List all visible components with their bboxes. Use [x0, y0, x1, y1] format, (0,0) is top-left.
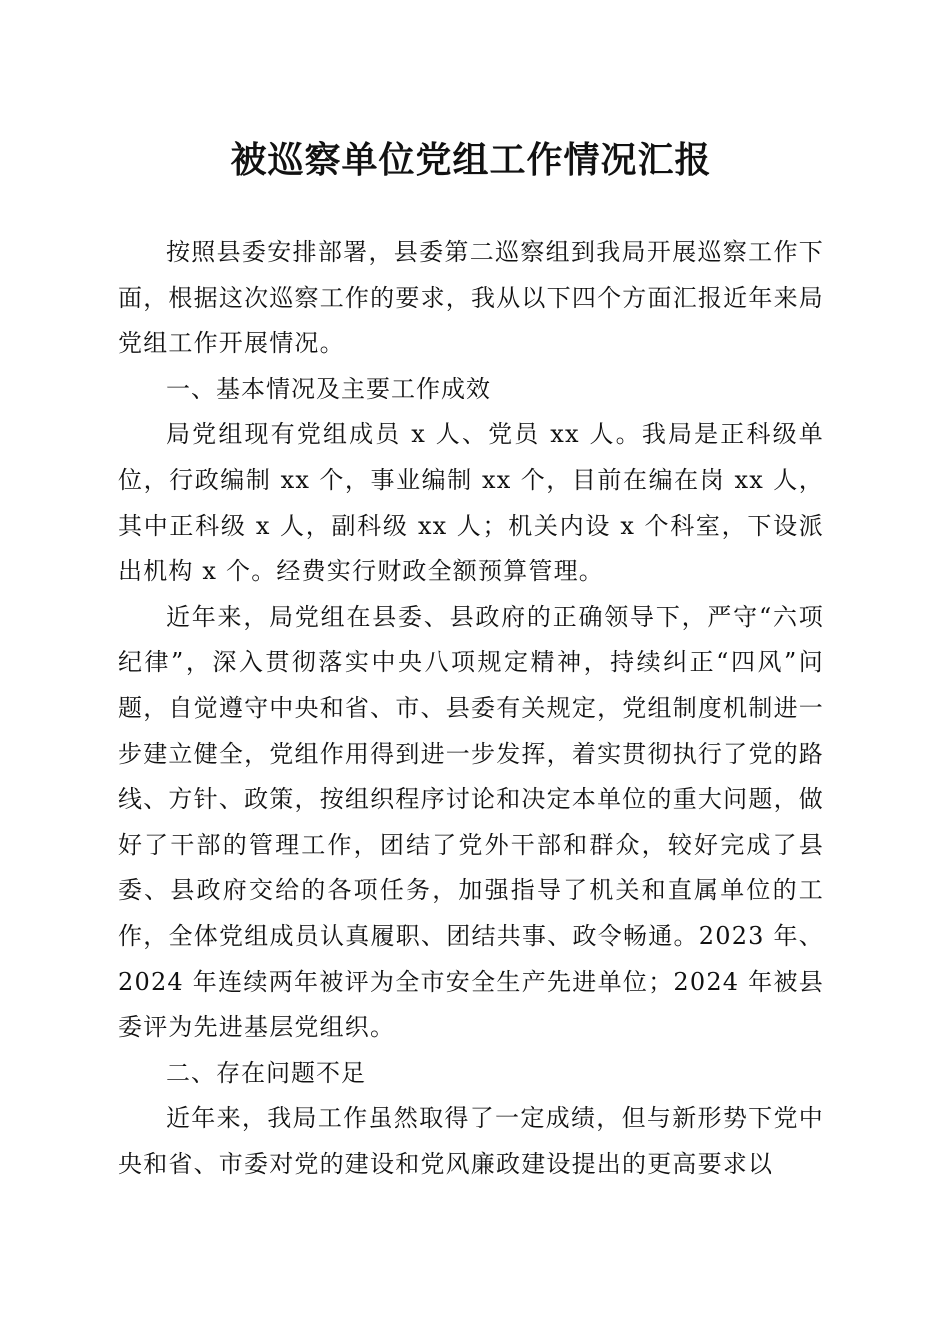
document-body	[118, 230, 824, 1187]
intro-paragraph: 按照县委安排部署，县委第二巡察组到我局开展巡察工作下面，根据这次巡察工作的要求，我从以下四个方面汇报近年来局党组工作开展情况。	[118, 238, 824, 358]
document-title: 被巡察单位党组工作情况汇报	[230, 139, 712, 181]
section-2-paragraph-1: 近年来，我局工作虽然取得了一定成绩，但与新形势下党中央和省、市委对党的建设和党风廉政建设提出的更高要求以	[118, 1104, 824, 1178]
section-1-paragraph-2: 近年来，局党组在县委、县政府的正确领导下，严守“六项纪律”，深入贯彻落实中央八项规定精神，持续纠正“四风”问题，自觉遵守中央和省、市、县委有关规定，党组制度机制进一步建立健全，党组作用得到进一步发挥，着实贯彻执行了党的路线、方针、政策，按组织程序讨论和决定本单位的重大问题，做好了干部的管理工作，团结了党外干部和群众，较好完成了县委、县政府交给的各项任务，加强指导了机关和直属单位的工作，全体党组成员认真履职、团结共事、政令畅通。2023 年、2024 年连续两年被评为全市安全生产先进单位；2024 年被县委评为先进基层党组织。	[118, 602, 824, 1042]
section-1-heading: 一、基本情况及主要工作成效	[166, 374, 491, 403]
section-1-paragraph-1: 局党组现有党组成员 x 人、党员 xx 人。我局是正科级单位，行政编制 xx 个，事业编制 xx 个，目前在编在岗 xx 人，其中正科级 x 人，副科级 xx 人；机关内设 x 个科室，下设派出机构 x 个。经费实行财政全额预算管理。	[118, 420, 824, 586]
section-2-heading: 二、存在问题不足	[166, 1058, 366, 1087]
